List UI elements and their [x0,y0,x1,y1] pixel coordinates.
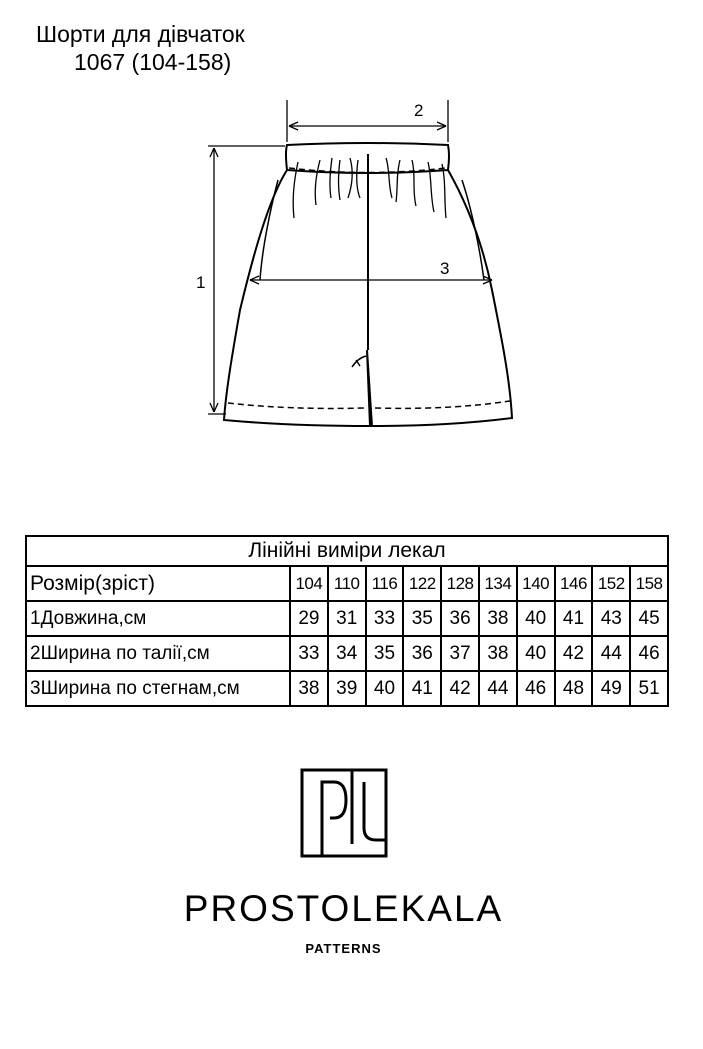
value-cell: 49 [592,671,630,706]
title-block [36,20,245,76]
row-label-waist: 2Ширина по талії,см [26,636,290,671]
size-cell: 110 [328,566,366,601]
brand-logo-icon [300,768,390,860]
value-cell: 38 [290,671,328,706]
value-cell: 45 [630,601,668,636]
value-cell: 44 [592,636,630,671]
row-label-length: 1Довжина,см [26,601,290,636]
measurements-table [25,535,669,707]
value-cell: 42 [441,671,479,706]
table-row [26,671,668,706]
value-cell: 41 [555,601,593,636]
value-cell: 40 [517,636,555,671]
value-cell: 39 [328,671,366,706]
value-cell: 37 [441,636,479,671]
pocket-right [462,180,484,280]
size-cell: 104 [290,566,328,601]
dimension-label-3: 3 [440,259,450,278]
size-header: Розмір(зріст) [26,566,290,601]
value-cell: 46 [630,636,668,671]
shorts-technical-drawing [180,90,520,440]
value-cell: 40 [366,671,404,706]
table-row [26,601,668,636]
value-cell: 48 [555,671,593,706]
size-cell: 122 [403,566,441,601]
value-cell: 40 [517,601,555,636]
model-number: 1067 (104-158) [74,49,232,75]
value-cell: 35 [403,601,441,636]
size-cell: 140 [517,566,555,601]
value-cell: 33 [290,636,328,671]
value-cell: 36 [441,601,479,636]
value-cell: 34 [328,636,366,671]
value-cell: 46 [517,671,555,706]
page-title: Шорти для дівчаток [36,21,245,47]
value-cell: 41 [403,671,441,706]
dimension-3 [250,276,492,284]
size-cell: 152 [592,566,630,601]
value-cell: 33 [366,601,404,636]
value-cell: 31 [328,601,366,636]
value-cell: 43 [592,601,630,636]
value-cell: 42 [555,636,593,671]
value-cell: 38 [479,601,517,636]
row-label-hips: 3Ширина по стегнам,см [26,671,290,706]
size-cell: 116 [366,566,404,601]
table-row [26,566,668,601]
value-cell: 29 [290,601,328,636]
value-cell: 51 [630,671,668,706]
dimension-label-2: 2 [414,101,424,120]
size-cell: 158 [630,566,668,601]
table-caption: Лінійні виміри лекал [26,536,668,566]
brand-name: PROSTOLEKALA [183,888,504,929]
value-cell: 44 [479,671,517,706]
gathers [293,158,446,218]
hem-stitch [375,401,510,408]
value-cell: 35 [366,636,404,671]
brand-subtitle: PATTERNS [305,941,382,956]
table-row [26,636,668,671]
value-cell: 36 [403,636,441,671]
size-cell: 128 [441,566,479,601]
hem-stitch [228,403,364,408]
size-cell: 134 [479,566,517,601]
dimension-label-1: 1 [196,273,206,292]
size-cell: 146 [555,566,593,601]
value-cell: 38 [479,636,517,671]
dimension-2 [287,100,448,142]
